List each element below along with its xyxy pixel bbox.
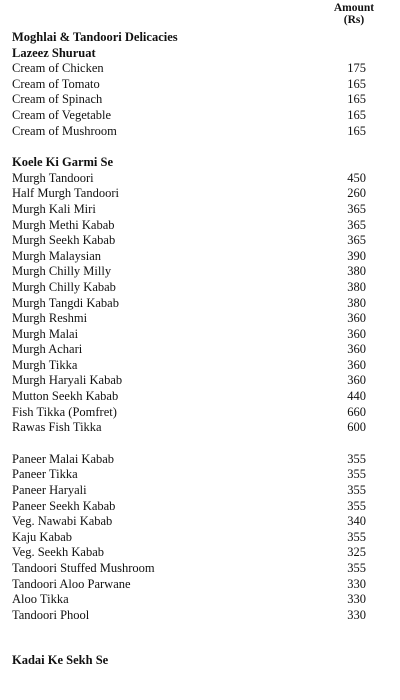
menu-item-price: 260 xyxy=(347,186,366,201)
menu-item-row xyxy=(12,233,372,249)
menu-item-row xyxy=(12,296,372,312)
menu-item-name: Murgh Tandoori xyxy=(12,170,94,185)
section-heading: Koele Ki Garmi Se xyxy=(12,155,114,170)
menu-item-price: 360 xyxy=(347,311,366,326)
menu-item-price: 380 xyxy=(347,264,366,279)
menu-item-name: Cream of Vegetable xyxy=(12,107,112,122)
menu-item-row xyxy=(12,77,372,93)
menu-item-name: Murgh Malai xyxy=(12,326,79,341)
section-heading: Lazeez Shuruat xyxy=(12,45,96,60)
menu-item-name: Aloo Tikka xyxy=(12,592,69,607)
menu-item-name: Veg. Nawabi Kabab xyxy=(12,514,113,529)
menu-item-row xyxy=(12,327,372,343)
currency-label: (Rs) xyxy=(343,14,365,26)
section-koele-ki-garmi-se xyxy=(12,155,372,436)
menu-item-row xyxy=(12,124,372,140)
menu-item-price: 360 xyxy=(347,357,366,372)
menu-item-name: Fish Tikka (Pomfret) xyxy=(12,404,117,419)
menu-item-price: 365 xyxy=(347,201,366,216)
menu-item-price: 440 xyxy=(347,389,366,404)
menu-item-row xyxy=(12,420,372,436)
menu-item-name: Mutton Seekh Kabab xyxy=(12,389,119,404)
menu-item-row xyxy=(12,186,372,202)
menu-item-row xyxy=(12,561,372,577)
menu-item-row xyxy=(12,608,372,624)
menu-item-name: Murgh Reshmi xyxy=(12,311,88,326)
menu-item-price: 165 xyxy=(347,76,366,91)
menu-item-price: 325 xyxy=(347,545,366,560)
menu-item-price: 380 xyxy=(347,279,366,294)
menu-item-row xyxy=(12,342,372,358)
menu-item-row xyxy=(12,202,372,218)
menu-item-name: Murgh Chilly Kabab xyxy=(12,279,116,294)
menu-item-row xyxy=(12,577,372,593)
menu-item-name: Veg. Seekh Kabab xyxy=(12,545,104,560)
menu-item-name: Cream of Tomato xyxy=(12,76,100,91)
menu-item-name: Tandoori Aloo Parwane xyxy=(12,576,131,591)
menu-item-name: Paneer Malai Kabab xyxy=(12,451,115,466)
menu-item-price: 330 xyxy=(347,592,366,607)
menu-item-row xyxy=(12,467,372,483)
menu-item-row xyxy=(12,483,372,499)
menu-item-price: 355 xyxy=(347,451,366,466)
menu-item-row xyxy=(12,264,372,280)
menu-item-row xyxy=(12,280,372,296)
menu-item-price: 365 xyxy=(347,233,366,248)
menu-item-row xyxy=(12,405,372,421)
menu-list xyxy=(12,30,372,669)
menu-item-price: 355 xyxy=(347,498,366,513)
menu-item-price: 165 xyxy=(347,107,366,122)
menu-item-price: 355 xyxy=(347,529,366,544)
menu-item-row xyxy=(12,530,372,546)
menu-item-price: 360 xyxy=(347,326,366,341)
menu-item-name: Murgh Malaysian xyxy=(12,248,101,263)
menu-item-price: 330 xyxy=(347,576,366,591)
menu-item-name: Tandoori Phool xyxy=(12,607,90,622)
menu-item-price: 165 xyxy=(347,92,366,107)
menu-item-name: Paneer Haryali xyxy=(12,483,87,498)
menu-item-price: 340 xyxy=(347,514,366,529)
menu-item-price: 390 xyxy=(347,248,366,263)
menu-item-price: 175 xyxy=(347,61,366,76)
menu-item-row xyxy=(12,545,372,561)
menu-item-name: Murgh Achari xyxy=(12,342,83,357)
amount-label: Amount xyxy=(333,2,375,14)
menu-item-price: 380 xyxy=(347,295,366,310)
menu-item-name: Cream of Mushroom xyxy=(12,123,117,138)
section-vegetarian-kababs xyxy=(12,452,372,624)
menu-item-name: Paneer Seekh Kabab xyxy=(12,498,116,513)
amount-column-header xyxy=(316,2,392,26)
menu-item-price: 360 xyxy=(347,342,366,357)
menu-item-price: 330 xyxy=(347,607,366,622)
menu-item-row xyxy=(12,171,372,187)
menu-item-name: Murgh Chilly Milly xyxy=(12,264,112,279)
menu-item-name: Tandoori Stuffed Mushroom xyxy=(12,561,155,575)
menu-item-row xyxy=(12,452,372,468)
menu-item-name: Murgh Seekh Kabab xyxy=(12,233,116,248)
menu-title: Moghlai & Tandoori Delicacies xyxy=(12,30,178,44)
menu-item-row xyxy=(12,373,372,389)
menu-item-name: Murgh Methi Kabab xyxy=(12,217,115,232)
menu-item-row xyxy=(12,218,372,234)
menu-item-price: 450 xyxy=(347,170,366,185)
menu-item-name: Rawas Fish Tikka xyxy=(12,420,102,435)
menu-item-name: Kaju Kabab xyxy=(12,529,73,544)
menu-item-row xyxy=(12,311,372,327)
menu-item-price: 355 xyxy=(347,483,366,498)
menu-item-name: Murgh Haryali Kabab xyxy=(12,373,123,388)
menu-item-price: 355 xyxy=(347,561,366,575)
menu-item-name: Cream of Chicken xyxy=(12,61,104,76)
section-heading: Kadai Ke Sekh Se xyxy=(12,653,109,668)
menu-item-row xyxy=(12,249,372,265)
menu-item-price: 660 xyxy=(347,404,366,419)
menu-item-name: Cream of Spinach xyxy=(12,92,103,107)
menu-item-row xyxy=(12,92,372,108)
menu-item-row xyxy=(12,61,372,77)
section-lazeez-shuruat xyxy=(12,46,372,140)
menu-item-price: 165 xyxy=(347,123,366,138)
menu-item-row xyxy=(12,358,372,374)
menu-item-price: 360 xyxy=(347,373,366,388)
menu-item-name: Paneer Tikka xyxy=(12,467,78,482)
menu-item-price: 365 xyxy=(347,217,366,232)
menu-item-price: 355 xyxy=(347,467,366,482)
menu-item-name: Murgh Tikka xyxy=(12,357,78,372)
menu-item-row xyxy=(12,514,372,530)
menu-item-row xyxy=(12,108,372,124)
menu-item-name: Murgh Tangdi Kabab xyxy=(12,295,119,310)
menu-item-row xyxy=(12,499,372,515)
menu-item-row xyxy=(12,592,372,608)
menu-item-row xyxy=(12,389,372,405)
menu-item-name: Half Murgh Tandoori xyxy=(12,186,119,201)
menu-item-price: 600 xyxy=(347,420,366,435)
section-kadai-ke-sekh-se xyxy=(12,653,372,669)
menu-item-name: Murgh Kali Miri xyxy=(12,201,96,216)
